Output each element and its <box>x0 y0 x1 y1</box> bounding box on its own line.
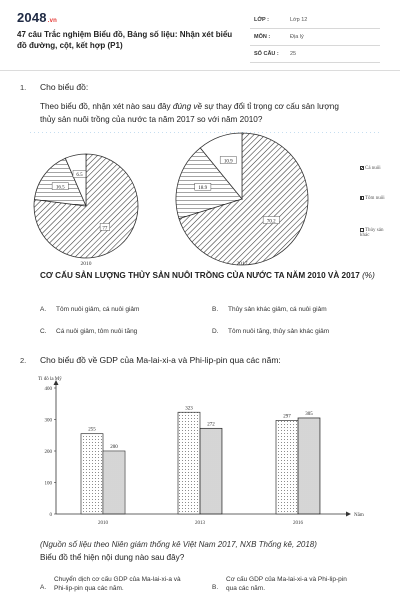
pie-chart-figure <box>30 132 385 267</box>
option-b-letter[interactable]: B. <box>212 584 219 591</box>
source-note: (Nguồn số liệu theo Niên giám thống kê Việt Nam 2017, NXB Thống kê, 2018) <box>40 540 317 549</box>
y-tick-label: 100 <box>44 481 52 487</box>
question-text: Biểu đồ thể hiện nội dung nào sau đây? <box>40 553 185 562</box>
bar-value-label: 323 <box>185 406 193 412</box>
x-axis-arrow <box>346 512 351 517</box>
page-title: 47 câu Trắc nghiệm Biểu đồ, Bảng số liệu: Nhận xét biểu đồ đường, cột, kết hợp (P1) <box>17 30 233 50</box>
bar-value-label: 297 <box>283 414 291 420</box>
meta-row-subject: MÔN : Địa lý <box>250 29 380 46</box>
option-d-letter[interactable]: D. <box>212 328 219 335</box>
y-tick-label: 200 <box>44 449 52 455</box>
x-tick-label: 2010 <box>98 521 108 526</box>
legend-item-other: Thủy sản khác <box>360 228 384 239</box>
question-heading: Cho biểu đồ: <box>40 82 89 92</box>
x-tick-label: 2013 <box>195 521 205 526</box>
bar <box>298 418 320 514</box>
question-text: Theo biểu đồ, nhận xét nào sau đây đúng về sự thay đổi tỉ trọng cơ cấu sản lượng thủy sản nuôi trồng của nước ta năm 2017 so với năm 2010? <box>40 102 339 124</box>
question-number: 2. <box>20 356 27 365</box>
pie-year-label: 2010 <box>80 261 92 267</box>
bar <box>276 420 298 514</box>
option-c[interactable]: Cá nuôi giảm, tôm nuôi tăng <box>56 328 138 335</box>
question-heading: Cho biểu đồ về GDP của Ma-lai-xi-a và Phi-lip-pin qua các năm: <box>40 355 281 365</box>
option-a[interactable]: Tôm nuôi giảm, cá nuôi giảm <box>56 306 140 313</box>
bar <box>200 428 222 514</box>
option-a-letter[interactable]: A. <box>40 306 47 313</box>
option-d[interactable]: Tôm nuôi tăng, thủy sản khác giảm <box>228 328 330 335</box>
bar-value-label: 200 <box>110 445 118 450</box>
meta-row-class: LỚP : Lớp 12 <box>250 12 380 29</box>
site-logo[interactable]: 2048.vn <box>17 10 58 25</box>
option-b-letter[interactable]: B. <box>212 306 219 313</box>
pie-charts-svg <box>30 132 385 267</box>
legend-swatch <box>360 196 364 200</box>
x-axis-label: Năm <box>354 513 364 518</box>
slice-label: 6.5 <box>76 173 83 179</box>
question-number: 1. <box>20 83 27 92</box>
y-tick-label: 0 <box>49 512 52 518</box>
slice-label: 77 <box>102 226 108 232</box>
option-b[interactable]: Cơ cấu GDP của Ma-lai-xi-a và Phi-lip-pin qua các năm. <box>226 576 347 592</box>
bar <box>178 412 200 514</box>
legend-item-fish: Cá nuôi <box>360 166 381 171</box>
pie-year-label: 2017 <box>236 261 248 267</box>
slice-label: 18.9 <box>198 186 208 192</box>
option-a-letter[interactable]: A. <box>40 584 47 591</box>
y-axis-label: Tỉ đô la Mỹ <box>38 377 62 382</box>
bar-value-label: 305 <box>305 411 313 417</box>
x-tick-label: 2016 <box>293 521 303 526</box>
y-tick-label: 400 <box>44 386 52 392</box>
option-a[interactable]: Chuyển dịch cơ cấu GDP của Ma-lai-xi-a và Phi-lip-pin qua các năm. <box>54 576 181 592</box>
bar-value-label: 272 <box>207 422 215 428</box>
meta-table <box>250 12 380 63</box>
y-tick-label: 300 <box>44 418 52 424</box>
legend-item-shrimp: Tôm nuôi <box>360 196 385 201</box>
bar-chart-svg <box>28 372 380 534</box>
legend-swatch <box>360 166 364 170</box>
option-b[interactable]: Thủy sản khác giảm, cá nuôi giảm <box>228 306 327 313</box>
legend-swatch <box>360 228 364 232</box>
bar <box>103 451 125 514</box>
bar-value-label: 255 <box>88 427 96 433</box>
meta-row-count: SỐ CÂU : 25 <box>250 46 380 63</box>
slice-label: 70.2 <box>266 219 276 225</box>
slice-label: 16.5 <box>55 185 65 191</box>
bar <box>81 434 103 514</box>
page-header <box>0 0 400 70</box>
option-c-letter[interactable]: C. <box>40 328 47 335</box>
slice-label: 10.9 <box>223 159 233 165</box>
chart-title: CƠ CẤU SẢN LƯỢNG THỦY SẢN NUÔI TRỒNG CỦA NƯỚC TA NĂM 2010 VÀ 2017 (%) <box>40 271 375 280</box>
header-divider <box>0 70 400 71</box>
bar-chart-figure <box>28 372 380 534</box>
